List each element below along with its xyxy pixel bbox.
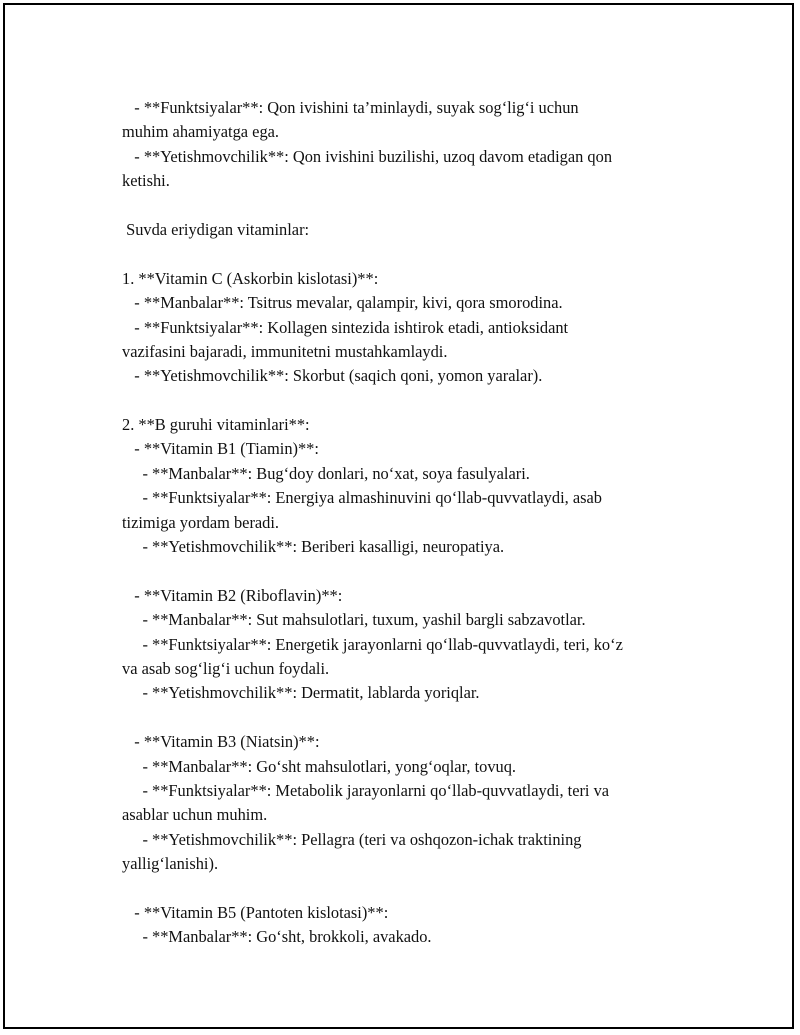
- text-line: - **Yetishmovchilik**: Skorbut (saqich qoni, yomon yaralar).: [122, 366, 543, 386]
- text-line: muhim ahamiyatga ega.: [122, 122, 280, 142]
- text-line: - **Yetishmovchilik**: Beriberi kasalligi, neuropatiya.: [122, 537, 505, 557]
- text-line: - **Funktsiyalar**: Energiya almashinuvini qo‘llab-quvvatlaydi, asab: [122, 488, 602, 508]
- text-line: tizimiga yordam beradi.: [122, 512, 280, 532]
- text-line: 1. **Vitamin C (Askorbin kislotasi)**:: [122, 268, 379, 288]
- text-line: va asab sog‘lig‘i uchun foydali.: [122, 658, 330, 678]
- text-line: vazifasini bajaradi, immunitetni mustahkamlaydi.: [122, 341, 448, 361]
- text-line: ketishi.: [122, 171, 170, 191]
- blank-line: [122, 559, 697, 583]
- text-line: - **Vitamin B1 (Tiamin)**:: [122, 439, 319, 459]
- text-line: - **Yetishmovchilik**: Dermatit, lablarda yoriqlar.: [122, 683, 480, 703]
- text-line: - **Manbalar**: Go‘sht, brokkoli, avakado.: [122, 927, 432, 947]
- text-line: - **Funktsiyalar**: Kollagen sintezida ishtirok etadi, antioksidant: [122, 317, 569, 337]
- blank-line: [122, 706, 697, 730]
- text-line: - **Manbalar**: Tsitrus mevalar, qalampir, kivi, qora smorodina.: [122, 293, 563, 313]
- page-frame: [3, 3, 794, 1029]
- blank-line: [122, 389, 697, 413]
- document-body: [122, 96, 697, 950]
- blank-line: [122, 877, 697, 901]
- text-line: Suvda eriydigan vitaminlar:: [122, 219, 310, 239]
- text-line: - **Vitamin B2 (Riboflavin)**:: [122, 585, 343, 605]
- text-line: - **Vitamin B5 (Pantoten kislotasi)**:: [122, 902, 389, 922]
- text-line: - **Yetishmovchilik**: Pellagra (teri va oshqozon-ichak traktining: [122, 829, 582, 849]
- text-line: - **Funktsiyalar**: Qon ivishini ta’minlaydi, suyak sog‘lig‘i uchun: [122, 98, 579, 117]
- text-line: yallig‘lanishi).: [122, 854, 219, 874]
- text-line: - **Manbalar**: Sut mahsulotlari, tuxum, yashil bargli sabzavotlar.: [122, 610, 586, 630]
- text-line: 2. **B guruhi vitaminlari**:: [122, 415, 310, 435]
- text-line: - **Funktsiyalar**: Metabolik jarayonlarni qo‘llab-quvvatlaydi, teri va: [122, 780, 610, 800]
- text-line: - **Funktsiyalar**: Energetik jarayonlarni qo‘llab-quvvatlaydi, teri, ko‘z: [122, 634, 623, 654]
- text-line: - **Manbalar**: Go‘sht mahsulotlari, yong‘oqlar, tovuq.: [122, 756, 517, 776]
- text-line: - **Manbalar**: Bug‘doy donlari, no‘xat, soya fasulyalari.: [122, 463, 530, 483]
- text-line: - **Yetishmovchilik**: Qon ivishini buzilishi, uzoq davom etadigan qon: [122, 146, 613, 166]
- text-line: - **Vitamin B3 (Niatsin)**:: [122, 732, 320, 752]
- text-line: asablar uchun muhim.: [122, 805, 268, 825]
- blank-line: [122, 194, 697, 218]
- blank-line: [122, 242, 697, 266]
